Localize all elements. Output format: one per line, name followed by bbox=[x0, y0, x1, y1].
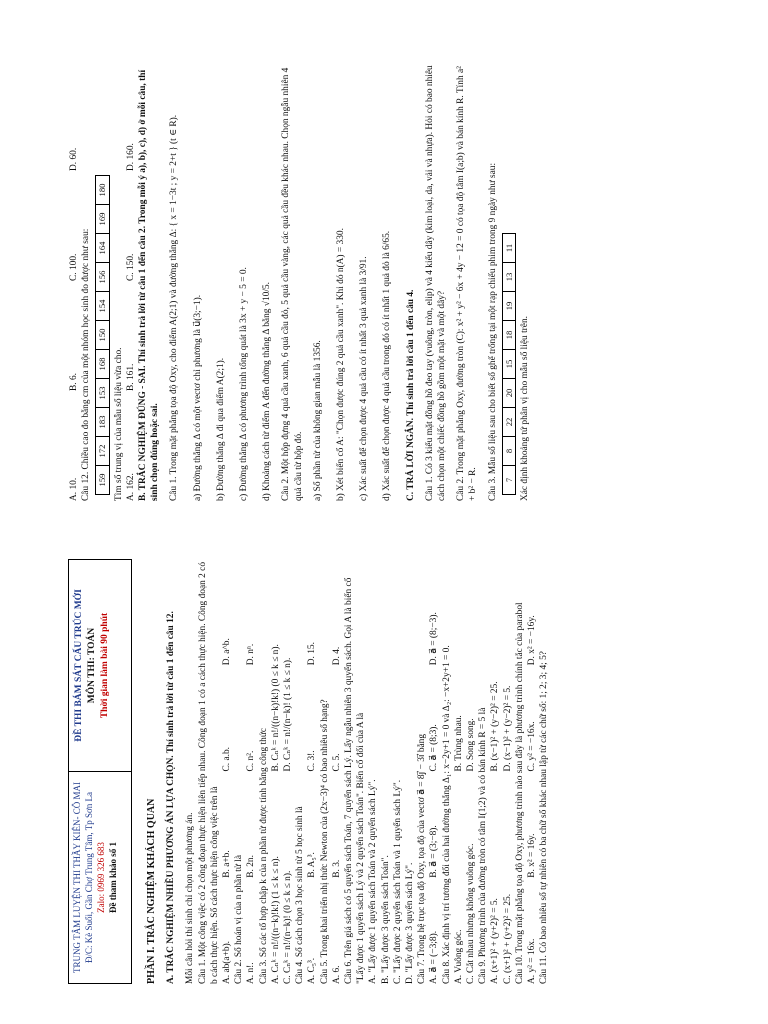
q2-options bbox=[245, 559, 257, 984]
q10-text: Câu 10. Trong mặt phẳng tọa độ Oxy, phương trình nào sau đây là phương trình chính tắc của parabol bbox=[514, 602, 525, 984]
q12-value: 150 bbox=[96, 321, 109, 350]
q4-option-a: A. C₅³. bbox=[307, 957, 318, 984]
q1-options bbox=[221, 559, 233, 984]
q8-option-b: B. Trùng nhau. bbox=[453, 715, 464, 772]
b-q1-b: b) Đường thẳng Δ đi qua điểm A(2;1). bbox=[215, 357, 226, 501]
q2-option-a: A. n!. bbox=[246, 962, 257, 984]
center-name: TRUNG TÂM LUYỆN THI THẦY KIÊN- CÔ MAI bbox=[72, 782, 82, 973]
q3-option-d: D. Cₙᵏ = n!/(n−k)! (1 ≤ k ≤ n). bbox=[283, 657, 294, 772]
center-info bbox=[69, 771, 131, 983]
b-q1-d: d) Khoảng cách từ điểm A đến đường thẳng Δ bằng √10/5. bbox=[262, 282, 273, 501]
q2-option-d: D. nⁿ. bbox=[246, 643, 257, 666]
c-q3-value: 20 bbox=[502, 379, 515, 408]
left-column bbox=[68, 559, 551, 984]
q11-option-a: A. 10. bbox=[69, 477, 79, 501]
c-q3-value: 15 bbox=[502, 350, 515, 379]
c-q3-value: 19 bbox=[502, 292, 515, 321]
b-q2-b: b) Xét biến cố A: "Chọn được đúng 2 quả cầu xanh". Khi đó n(A) = 330. bbox=[336, 228, 347, 501]
b-q1-c: c) Đường thẳng Δ có phương trình tổng quát là 3x + y − 5 = 0. bbox=[239, 267, 250, 501]
q7-text: Câu 7. Trong hệ trục tọa độ Oxy, tọa độ của vectơ a⃗ = 8j⃗ − 3i⃗ bằng bbox=[417, 733, 428, 984]
b-q1-text: Câu 1. Trong mặt phẳng tọa độ Oxy, cho điểm A(2;1) và đường thẳng Δ: { x = 1−3t ; y = 2+t } (t ∈ R). bbox=[169, 114, 180, 501]
q5-options bbox=[331, 559, 343, 984]
exam-title: ĐỀ THI BÁM SÁT CẤU TRÚC MỚI bbox=[74, 589, 84, 742]
q12-value: 154 bbox=[96, 292, 109, 321]
q2-text: Câu 2. Số hoán vị của n phần tử là bbox=[234, 854, 245, 984]
q5-option-b: B. 3. bbox=[331, 859, 342, 878]
c-q3-value: 8 bbox=[502, 437, 515, 466]
q12-question: Tìm số trung vị của mẫu số liệu vừa cho. bbox=[113, 347, 124, 501]
center-phone: Zalo: 0969 326 683 bbox=[96, 842, 106, 913]
c-q3-value: 18 bbox=[502, 321, 515, 350]
q4-option-b: B. A₅³. bbox=[307, 852, 318, 878]
q5-option-d: D. 4. bbox=[331, 646, 342, 666]
center-address: Đ/C: Kè Suối, Gần Chợ Trung Tâm, Tp Sơn La bbox=[84, 792, 94, 963]
q3-text: Câu 3. Số các tổ hợp chập k của n phần tử được tính bằng công thức bbox=[258, 727, 269, 984]
q12-value: 156 bbox=[96, 263, 109, 292]
q9-text: Câu 9. Phương trình của đường tròn có tâm I(1;2) và có bán kính R = 5 là bbox=[478, 707, 489, 984]
q2-option-b: B. 2n. bbox=[246, 855, 257, 878]
q8-text: Câu 8. Xác định vị trí tương đối của hai đường thẳng Δ₁: x−2y+1 = 0 và Δ₂: −x+2y+1 = 0. bbox=[441, 645, 452, 984]
c-q3-value: 11 bbox=[502, 234, 515, 263]
q6-option-b: B. "Lấy được 3 quyển sách Toán". bbox=[380, 855, 391, 984]
q11-option-b: B. 6. bbox=[69, 373, 79, 391]
q9-option-b: B. (x−1)² + (y−2)² = 25. bbox=[490, 681, 501, 772]
q12-option-b: B. 161. bbox=[125, 363, 136, 391]
header-box bbox=[68, 559, 132, 984]
q12-value: 168 bbox=[96, 350, 109, 379]
q4-option-c: C. 3!. bbox=[307, 750, 318, 772]
q5-text: Câu 5. Trong khai triển nhị thức Newton của (2x−3)⁴ có bao nhiêu số hạng? bbox=[319, 699, 330, 984]
q8-option-d: D. Song song. bbox=[466, 718, 477, 772]
q6-text: Câu 6. Trên giá sách có 5 quyển sách Toán, 7 quyển sách Lý. Lấy ngẫu nhiên 3 quyển sách. Gọi A là biến cố "Lấy được 1 quyển sách Lý và 2 quyển sách Toán". Biến cố đối của A là bbox=[344, 577, 367, 984]
q3-option-c: C. Cₙᵏ = n!/(n−k)! (0 ≤ k ≤ n). bbox=[283, 870, 294, 984]
q8-option-c: C. Cắt nhau nhưng không vuông góc. bbox=[466, 843, 477, 984]
q12-value: 180 bbox=[96, 176, 109, 205]
q1-option-b: B. a+b. bbox=[222, 850, 233, 878]
right-column bbox=[68, 61, 531, 501]
q12-value: 159 bbox=[96, 466, 109, 495]
c-q3-text: Câu 3. Mẫu số liệu sau cho biết số ghế trống tại một rạp chiếu phim trong 9 ngày như sau: bbox=[487, 162, 498, 501]
q10-option-a: A. y² = 16x. bbox=[527, 938, 538, 984]
section-a-title: A. TRẮC NGHIỆM NHIỀU PHƯƠNG ÁN LỰA CHỌN. Thí sinh trả lời từ câu 1 đến câu 12. bbox=[166, 611, 177, 984]
c-q1-text: Câu 1. Có 3 kiểu mặt đồng hồ đeo tay (vuông, tròn, elip) và 4 kiểu dây (kim loại, da, vải và nhựa). Hỏi có bao nhiêu cách chọn một chiếc đồng hồ gồm một mặt và một dây? bbox=[424, 65, 448, 501]
q12-option-a: A. 162. bbox=[125, 473, 136, 501]
q12-text: Câu 12. Chiều cao đo bằng cm của một nhóm học sinh đo được như sau: bbox=[81, 228, 92, 501]
b-q2-c: c) Xác suất để chọn được 4 quả cầu có ít nhất 3 quả xanh là 3/91. bbox=[359, 256, 370, 501]
c-q3-question: Xác định khoảng tứ phân vị cho mẫu số liệu trên. bbox=[520, 316, 531, 501]
q8-option-a: A. Vuông góc. bbox=[453, 929, 464, 984]
q10-options bbox=[526, 559, 538, 984]
q6-option-c: C. "Lấy được 2 quyển sách Toán và 1 quyển sách Lý". bbox=[392, 779, 403, 984]
q12-option-d: D. 160. bbox=[125, 143, 136, 171]
q7-option-c: C. a⃗ = (8;3). bbox=[429, 724, 440, 772]
q9-option-a: A. (x+1)² + (y+2)² = 5. bbox=[490, 898, 501, 984]
q7-option-d: D. a⃗ = (8;−3). bbox=[429, 612, 440, 666]
q5-option-a: A. 6. bbox=[331, 965, 342, 984]
q7-option-a: A. a⃗ = (−3;8). bbox=[429, 930, 440, 984]
c-q3-data-table bbox=[502, 233, 516, 495]
b-q2-text: Câu 2. Một hộp đựng 4 quả cầu xanh, 6 quả cầu đỏ, 5 quả cầu vàng, các quả cầu đều khác nhau. Chọn ngẫu nhiên 4 quả cầu từ hộp đó. bbox=[281, 67, 304, 501]
q10-option-b: B. x² = 16y. bbox=[527, 833, 538, 878]
q12-value: 172 bbox=[96, 437, 109, 466]
section-c-title: C. TRẢ LỜI NGẮN. Thí sinh trả lời câu 1 đến câu 4. bbox=[405, 289, 416, 501]
q7-options bbox=[428, 559, 440, 984]
q12-option-c: C. 150. bbox=[125, 253, 136, 281]
q1-option-a: A. ab(a+b). bbox=[222, 940, 233, 984]
q2-option-c: C. n². bbox=[246, 750, 257, 772]
q12-options bbox=[125, 61, 137, 501]
q11-option-d: D. 60. bbox=[69, 147, 79, 171]
q9-option-c: C. (x+1)² + (y+2)² = 25. bbox=[502, 893, 513, 984]
exam-duration: Thời gian làm bài 90 phút bbox=[100, 612, 110, 719]
q11-option-c: C. 100. bbox=[69, 253, 79, 281]
q4-options bbox=[306, 559, 318, 984]
c-q3-value: 22 bbox=[502, 408, 515, 437]
q10-option-d: D. x² = −16y. bbox=[527, 615, 538, 666]
q12-value: 169 bbox=[96, 205, 109, 234]
q7-option-b: B. a⃗ = (3;−8). bbox=[429, 825, 440, 878]
q3-options bbox=[270, 559, 294, 984]
exam-subject: MÔN THI: TOÁN bbox=[87, 627, 97, 704]
q11-text: Câu 11. Có bao nhiêu số tự nhiên có ba chữ số khác nhau lập từ các chữ số: 1; 2; 3; 4; 5? bbox=[539, 651, 550, 984]
test-number: Đề tham khảo số 1 bbox=[108, 842, 118, 914]
q1-option-d: D. a^b. bbox=[222, 638, 233, 666]
q1-text: Câu 1. Một công việc có 2 công đoạn thực hiện liên tiếp nhau. Công đoạn 1 có a cách thực hiện. Công đoạn 2 có b cách thực hiện. Số cách thực hiện công việc trên là bbox=[197, 561, 220, 984]
c-q2-text: Câu 2. Trong mặt phẳng Oxy, đường tròn (C): x² + y² − 6x + 4y − 12 = 0 có tọa độ tâm I(a;b) và bán kính R. Tính a² + b² − R. bbox=[456, 66, 479, 501]
q4-text: Câu 4. Số cách chọn 3 học sinh từ 5 học sinh là bbox=[295, 806, 306, 984]
instructions: Mỗi câu hỏi thí sinh chỉ chọn một phương án. bbox=[185, 812, 196, 984]
q3-option-b: B. Cₙᵏ = n!/((n−k)!k!) (0 ≤ k ≤ n). bbox=[270, 644, 281, 772]
q12-data-table bbox=[95, 175, 109, 495]
q6-option-a: A. "Lấy được 1 quyển sách Toán và 2 quyển sách Lý". bbox=[368, 779, 379, 984]
part1-title: PHẦN I. TRẮC NGHIỆM KHÁCH QUAN bbox=[146, 798, 157, 984]
section-b-title: B. TRẮC NGHIỆM ĐÚNG - SAI. Thí sinh trả lời từ câu 1 đến câu 2. Trong mỗi ý a), b), c), d) ở mỗi câu, thí sinh chọn đúng hoặc sai. bbox=[138, 69, 161, 501]
b-q2-a: a) Số phần tử của không gian mẫu là 1356. bbox=[312, 340, 323, 501]
q4-option-d: D. 15. bbox=[307, 642, 318, 666]
c-q3-value: 7 bbox=[502, 466, 515, 495]
q9-options bbox=[489, 559, 513, 984]
q12-value: 164 bbox=[96, 234, 109, 263]
b-q2-d: d) Xác suất để chọn được 4 quả cầu trong đó có ít nhất 1 quả đỏ là 6/65. bbox=[382, 230, 393, 501]
q9-option-d: D. (x−1)² + (y−2)² = 5. bbox=[502, 685, 513, 772]
exam-info bbox=[69, 560, 131, 771]
q10-option-c: C. y² = −16x. bbox=[527, 721, 538, 772]
q5-option-c: C. 5. bbox=[331, 753, 342, 772]
q6-option-d: D. "Lấy được 3 quyển sách Lý". bbox=[405, 862, 416, 984]
q3-option-a: A. Cₙᵏ = n!/((n−k)!k!) (1 ≤ k ≤ n). bbox=[270, 856, 281, 984]
c-q3-value: 13 bbox=[502, 263, 515, 292]
q11-options bbox=[68, 61, 80, 501]
q1-option-c: C. a.b. bbox=[222, 747, 233, 772]
q12-value: 183 bbox=[96, 408, 109, 437]
q8-options bbox=[453, 559, 477, 984]
q12-value: 153 bbox=[96, 379, 109, 408]
b-q1-a: a) Đường thẳng Δ có một vectơ chỉ phương là u⃗(3;−1). bbox=[192, 294, 203, 501]
